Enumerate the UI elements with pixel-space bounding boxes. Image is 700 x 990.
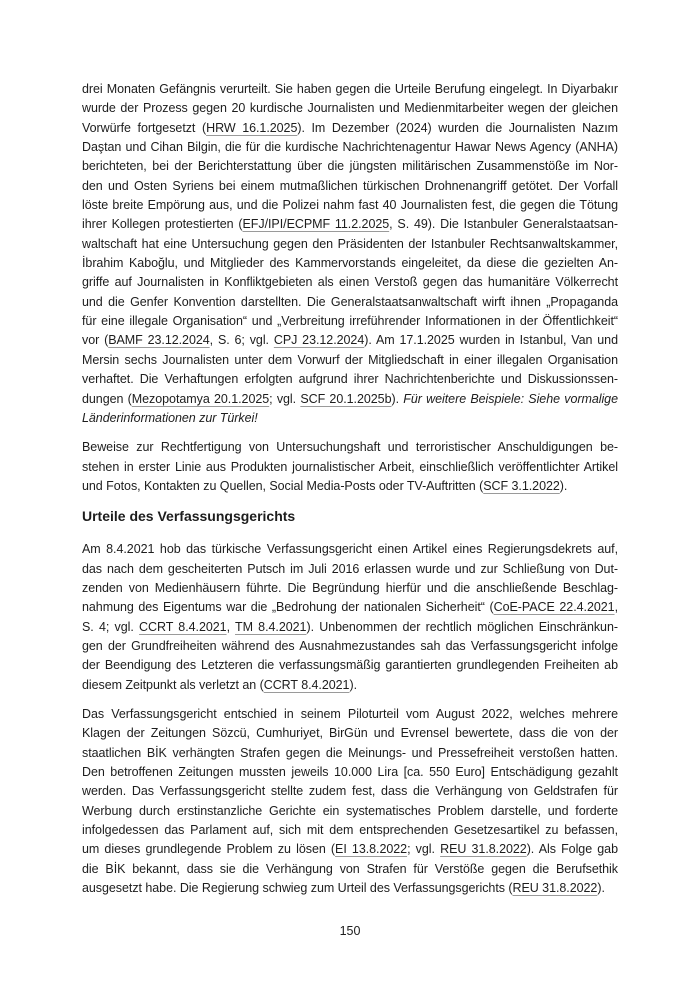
body-text: vor ( (82, 333, 109, 348)
body-text: ). Am 17.1.2025 wurden in Istanbul, Van und (364, 333, 618, 348)
text-line (82, 80, 618, 99)
text-line (82, 351, 618, 370)
page-footer (0, 922, 700, 941)
body-text: ihrer Kollegen protestierten ( (82, 217, 243, 232)
body-text: Werbung durch erstinstanzliche Gerichte ein systematisches Problem darstelle, und forderte (82, 803, 618, 818)
text-line (82, 802, 618, 821)
body-text: verhaftet. Die Verhaftungen erfolgten aufgrund ihrer Nachrichtenberichte und Diskussionssen- (82, 372, 618, 387)
body-text: Den betroffenen Zeitungen mussten jeweils 10.000 Lira [ca. 550 Euro] Entschädigung gezahlt (82, 765, 618, 779)
body-text: Vorwürfe fortgesetzt ( (82, 120, 207, 135)
page-number: 150 (339, 924, 361, 938)
body-text: gen der Grundfreiheiten während des Ausnahmezustandes sah das Verfassungsgericht infolge (82, 638, 618, 653)
body-text: berichteten, bei der Berichterstattung über die jüngsten militärischen Zusammenstöße im Nor- (82, 159, 618, 174)
body-text: infolgedessen das Parlament auf, sich mit dem entsprechenden Gesetzesartikel zu befassen, (82, 823, 618, 838)
body-text: drei Monaten Gefängnis verurteilt. Sie haben gegen die Urteile Berufung eingelegt. In Diyarbakır (82, 82, 618, 96)
text-line (82, 860, 618, 879)
citation-link[interactable]: CCRT 8.4.2021 (263, 677, 350, 692)
body-text: ). Im Dezember (2024) wurden die Journalisten Nazım (297, 120, 618, 135)
text-line (82, 705, 618, 724)
text-line (82, 560, 618, 579)
body-text: ; vgl. (407, 842, 441, 857)
body-text: staatlichen BİK verhängten Strafen gegen die Meinungs- und Pressefreiheit verstoßen hatten. (82, 745, 618, 760)
citation-link[interactable]: Mezopotamya 20.1.2025 (131, 391, 270, 406)
text-line (82, 235, 618, 254)
body-text: , (614, 600, 618, 615)
body-text: zenden von Medienhäusern führte. Die Begründung hierfür und die anschließende Beschlag- (82, 580, 618, 595)
text-line (82, 254, 618, 273)
text-line (82, 157, 618, 176)
paragraph (82, 705, 618, 898)
section-heading: Urteile des Verfassungsgerichts (82, 508, 296, 525)
text-line (82, 618, 618, 637)
text-line (82, 579, 618, 598)
body-text: İbrahim Kaboğlu, und Mitglieder des Kammervorstands eingeleitet, da diese die gezielten An- (82, 256, 618, 271)
body-text: die BİK bekannt, dass sie die Verhängung von Strafen für Verstöße gegen die Berufsethik (82, 861, 618, 876)
text-line (82, 293, 618, 312)
body-text: ). Als Folge gab (526, 842, 618, 857)
citation-link[interactable]: REU 31.8.2022 (440, 842, 527, 857)
text-line (82, 196, 618, 215)
text-line (82, 409, 618, 428)
body-text: stehen in erster Linie aus Produkten journalistischer Arbeit, einschließlich veröffentlichter Artikel (82, 459, 618, 474)
text-line (82, 879, 618, 898)
citation-link[interactable]: HRW 16.1.2025 (206, 120, 298, 135)
text-line (82, 840, 618, 859)
citation-link[interactable]: CoE-PACE 22.4.2021 (493, 600, 615, 615)
body-text: ; vgl. (269, 391, 301, 406)
body-text: wurde der Prozess gegen 20 kurdische Journalisten und Medienmitarbeiter wegen der gleichen (82, 101, 618, 116)
body-text: das nach dem gescheiterten Putsch im Juli 2016 erlassen wurde und zur Schließung von Dut- (82, 561, 618, 576)
emphasis-text: Länderinformationen zur Türkei! (82, 410, 258, 425)
paragraph (82, 540, 618, 695)
body-text: , (226, 619, 235, 634)
text-line (82, 540, 618, 559)
text-line (82, 215, 618, 234)
body-text: waltschaft hat eine Untersuchung gegen den Präsidenten der Istanbuler Rechtsanwaltskammer, (82, 236, 618, 251)
body-text: ). (391, 391, 404, 406)
body-text: , S. 6; vgl. (209, 333, 274, 348)
body-text: ). (349, 677, 358, 692)
body-text: dungen ( (82, 391, 132, 406)
citation-link[interactable]: TM 8.4.2021 (235, 619, 307, 634)
body-text: diesem Zeitpunkt als verletzt an ( (82, 677, 264, 692)
text-line (82, 763, 618, 782)
text-line (82, 637, 618, 656)
citation-link[interactable]: EI 13.8.2022 (335, 842, 408, 857)
body-text: werden. Das Verfassungsgericht stellte zudem fest, dass die Verhängung von Geldstrafen für (82, 784, 618, 799)
body-text: den und Osten Syriens bei einem mutmaßlichen türkischen Drohnenangriff getötet. Der Vorfall (82, 178, 618, 193)
body-text: Beweise zur Rechtfertigung von Untersuchungshaft und terroristischer Anschuldigungen be- (82, 440, 618, 455)
citation-link[interactable]: SCF 3.1.2022 (483, 478, 560, 493)
text-line (82, 598, 618, 617)
text-line (82, 312, 618, 331)
text-line (82, 744, 618, 763)
body-text: um dieses grundlegende Problem zu lösen ( (82, 842, 336, 857)
text-line (82, 438, 618, 457)
text-line (82, 119, 618, 138)
body-text: ). (597, 881, 605, 896)
body-text: ). (559, 478, 568, 493)
body-text: und Fotos, Kontakten zu Quellen, Social Media-Posts oder TV-Auftritten ( (82, 478, 484, 493)
body-text: Am 8.4.2021 hob das türkische Verfassungsgericht einen Artikel eines Regierungsdekrets auf, (82, 542, 618, 557)
body-text: für eine illegale Organisation“ und „Verbreitung irreführender Informationen in der Öffentlichkeit“ (82, 314, 618, 329)
paragraph (82, 80, 618, 428)
body-text: der Beendigung des Letzteren die verfassungsmäßig garantierten grundlegenden Freiheiten ab (82, 658, 618, 673)
citation-link[interactable]: CCRT 8.4.2021 (139, 619, 227, 634)
text-line (82, 821, 618, 840)
body-text: griffe auf Journalisten in Konfliktgebieten als einen Verstoß gegen das humanitäre Völkerrecht (82, 275, 618, 290)
text-line (82, 477, 618, 496)
citation-link[interactable]: REU 31.8.2022 (512, 881, 598, 896)
text-line (82, 273, 618, 292)
paragraph (82, 438, 618, 496)
body-text: Das Verfassungsgericht entschied in seinem Piloturteil vom August 2022, welches mehrere (82, 706, 618, 721)
body-text: ). Unbenommen der rechtlich möglichen Einschränkun- (306, 619, 618, 634)
emphasis-text: Für weitere Beispiele: Siehe vormalige (403, 391, 618, 406)
text-line (82, 724, 618, 743)
body-text: , S. 49). Die Istanbuler Generalstaatsan- (389, 217, 618, 232)
text-line (82, 99, 618, 118)
body-text: S. 4; vgl. (82, 619, 139, 634)
body-text: Mersin sechs Journalisten unter dem Vorwurf der Mitgliedschaft in einer illegalen Organisation (82, 352, 618, 367)
body-text: löste breite Empörung aus, und die Polizei nahm fast 40 Journalisten fest, die gegen die Tötung (82, 198, 618, 213)
body-text: ausgesetzt habe. Die Regierung schwieg zum Urteil des Verfassungsgerichts ( (82, 881, 513, 896)
text-line (82, 138, 618, 157)
citation-link[interactable]: EFJ/IPI/ECPMF 11.2.2025 (242, 217, 390, 232)
text-line (82, 676, 618, 695)
text-line (82, 782, 618, 801)
body-text: und die Genfer Konvention darstellten. Die Generalstaatsanwaltschaft wirft ihnen „Propaganda (82, 294, 618, 309)
text-column (82, 80, 618, 908)
body-text: nahmung des Eigentums war die „Bedrohung der nationalen Sicherheit“ ( (82, 600, 494, 615)
body-text: Daştan und Cihan Bilgin, die für die kurdische Nachrichtenagentur Hawar News Agency (ANHA) (82, 140, 618, 155)
citation-link[interactable]: CPJ 23.12.2024 (273, 333, 365, 348)
text-line (82, 177, 618, 196)
text-line (82, 458, 618, 477)
citation-link[interactable]: BAMF 23.12.2024 (108, 333, 210, 348)
citation-link[interactable]: SCF 20.1.2025b (300, 391, 392, 406)
body-text: Klagen der Zeitungen Sözcü, Cumhuriyet, BirGün und Evrensel bewertete, dass die von der (82, 726, 618, 741)
text-line (82, 390, 618, 409)
text-line (82, 331, 618, 350)
text-line (82, 370, 618, 389)
text-line (82, 656, 618, 675)
